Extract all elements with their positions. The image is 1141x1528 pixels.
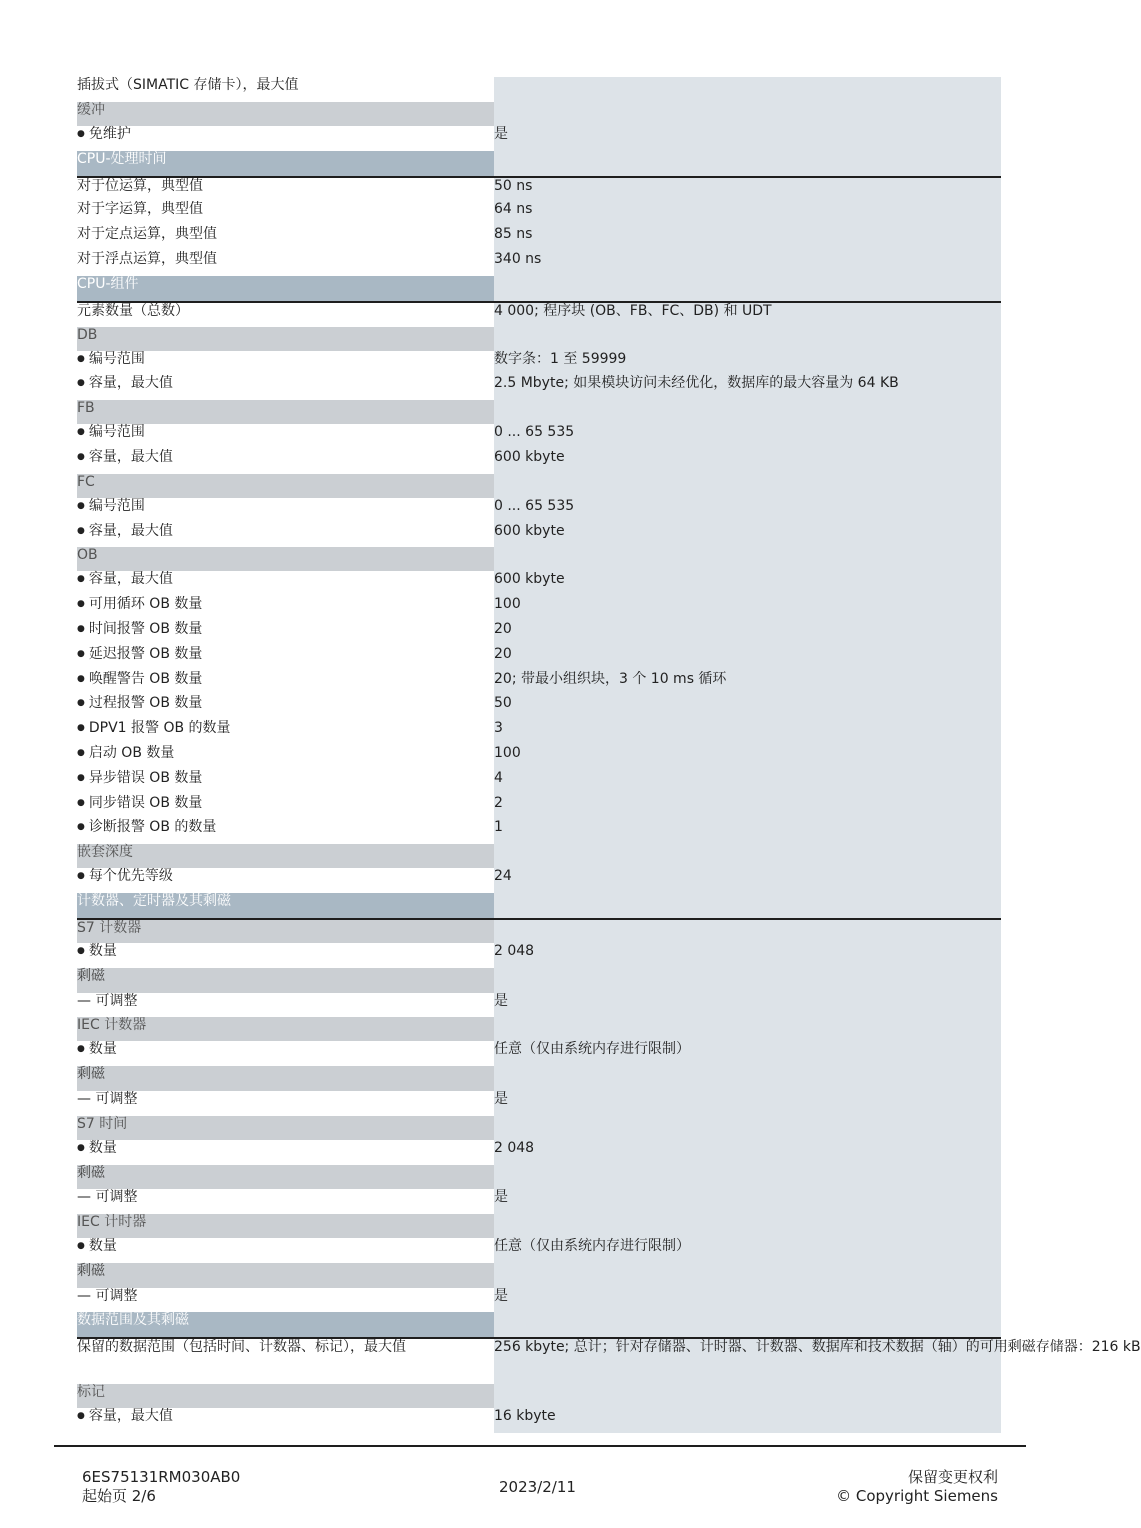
spec-value <box>494 1263 1001 1288</box>
spec-row <box>77 1041 1001 1066</box>
spec-label: ● 容量，最大值 <box>77 449 494 474</box>
order-number: 6ES75131RM030AB0 <box>82 1468 241 1486</box>
section-title: CPU-处理时间 <box>77 151 494 177</box>
spec-value <box>494 1116 1001 1140</box>
spec-label: 缓冲 <box>77 102 494 126</box>
spec-value: 4 000; 程序块 (OB、FB、FC、DB) 和 UDT <box>494 302 1001 327</box>
spec-row <box>77 375 1001 400</box>
group-header <box>77 1263 1001 1288</box>
spec-row <box>77 671 1001 696</box>
group-header <box>77 919 1001 943</box>
spec-label: ● 容量，最大值 <box>77 1408 494 1433</box>
spec-value: 20; 带最小组织块，3 个 10 ms 循环 <box>494 671 1001 696</box>
spec-value: 600 kbyte <box>494 571 1001 596</box>
spec-value: 600 kbyte <box>494 449 1001 474</box>
spec-row <box>77 795 1001 820</box>
spec-label: IEC 计数器 <box>77 1017 494 1041</box>
section-title: CPU-组件 <box>77 276 494 302</box>
spec-value: 是 <box>494 1091 1001 1116</box>
spec-value <box>494 844 1001 868</box>
spec-value: 是 <box>494 1288 1001 1313</box>
spec-row <box>77 523 1001 548</box>
spec-row <box>77 126 1001 151</box>
spec-row <box>77 596 1001 621</box>
spec-value <box>494 327 1001 351</box>
spec-row <box>77 449 1001 474</box>
group-header <box>77 474 1001 498</box>
group-header <box>77 327 1001 351</box>
spec-value <box>494 474 1001 498</box>
spec-row <box>77 251 1001 276</box>
spec-label: 对于位运算，典型值 <box>77 177 494 202</box>
group-header <box>77 1165 1001 1190</box>
spec-value: 256 kbyte; 总计；针对存储器、计时器、计数器、数据库和技术数据（轴）的可用剩磁存储器：216 kB <box>494 1338 1001 1384</box>
spec-value: 是 <box>494 126 1001 151</box>
spec-row <box>77 646 1001 671</box>
spec-label: 剩磁 <box>77 1263 494 1288</box>
spec-value <box>494 1165 1001 1190</box>
spec-label: — 可调整 <box>77 1189 494 1214</box>
group-header <box>77 102 1001 126</box>
spec-body <box>77 77 1141 1433</box>
spec-label: ● 数量 <box>77 1238 494 1263</box>
spec-label: 元素数量（总数） <box>77 302 494 327</box>
spec-row <box>77 302 1001 327</box>
spec-label: ● 同步错误 OB 数量 <box>77 795 494 820</box>
spec-label: ● 时间报警 OB 数量 <box>77 621 494 646</box>
rights-notice: 保留变更权利 <box>907 1468 998 1486</box>
spec-value <box>494 151 1001 177</box>
spec-row <box>77 1091 1001 1116</box>
spec-label: ● 过程报警 OB 数量 <box>77 695 494 720</box>
spec-value: 4 <box>494 770 1001 795</box>
spec-value <box>494 968 1001 993</box>
footer-divider <box>54 1445 1026 1447</box>
spec-value <box>494 1384 1001 1408</box>
page-number: 起始页 2/6 <box>82 1487 156 1505</box>
spec-value <box>494 893 1001 919</box>
spec-row <box>77 819 1001 844</box>
spec-value: 3 <box>494 720 1001 745</box>
footer-date: 2023/2/11 <box>499 1478 576 1496</box>
spec-value: 50 ns <box>494 177 1001 202</box>
group-header <box>77 1066 1001 1091</box>
spec-value <box>494 276 1001 302</box>
spec-label: 剩磁 <box>77 1066 494 1091</box>
spec-label: DB <box>77 327 494 351</box>
spec-label: OB <box>77 547 494 571</box>
spec-row <box>77 201 1001 226</box>
spec-row <box>77 498 1001 523</box>
spec-value <box>494 400 1001 424</box>
spec-value <box>494 1066 1001 1091</box>
spec-value <box>494 1214 1001 1238</box>
spec-value <box>494 919 1001 943</box>
spec-value: 100 <box>494 745 1001 770</box>
spec-label: 嵌套深度 <box>77 844 494 868</box>
spec-row <box>77 1140 1001 1165</box>
spec-row <box>77 1189 1001 1214</box>
spec-row <box>77 720 1001 745</box>
spec-value: 100 <box>494 596 1001 621</box>
spec-label: ● 数量 <box>77 943 494 968</box>
spec-value <box>494 1017 1001 1041</box>
spec-value: 0 ... 65 535 <box>494 498 1001 523</box>
spec-label: ● 诊断报警 OB 的数量 <box>77 819 494 844</box>
group-header <box>77 968 1001 993</box>
group-header <box>77 1017 1001 1041</box>
section-header <box>77 151 1001 177</box>
spec-value: 数字条：1 至 59999 <box>494 351 1001 376</box>
spec-label: 保留的数据范围（包括时间、计数器、标记），最大值 <box>77 1338 494 1384</box>
spec-row <box>77 770 1001 795</box>
spec-value: 600 kbyte <box>494 523 1001 548</box>
spec-label: ● 数量 <box>77 1140 494 1165</box>
spec-row <box>77 351 1001 376</box>
spec-row <box>77 77 1001 102</box>
spec-label: ● 编号范围 <box>77 351 494 376</box>
spec-label: 插拔式（SIMATIC 存储卡），最大值 <box>77 77 494 102</box>
section-header <box>77 1312 1001 1338</box>
spec-label: ● 编号范围 <box>77 424 494 449</box>
group-header <box>77 1116 1001 1140</box>
spec-value: 85 ns <box>494 226 1001 251</box>
footer-left <box>82 1468 240 1506</box>
spec-table <box>77 77 1141 1433</box>
spec-value: 0 ... 65 535 <box>494 424 1001 449</box>
spec-label: ● 数量 <box>77 1041 494 1066</box>
spec-value <box>494 102 1001 126</box>
spec-label: 剩磁 <box>77 968 494 993</box>
spec-row <box>77 993 1001 1018</box>
spec-row <box>77 1238 1001 1263</box>
spec-row <box>77 424 1001 449</box>
spec-value: 340 ns <box>494 251 1001 276</box>
spec-label: IEC 计时器 <box>77 1214 494 1238</box>
spec-value: 是 <box>494 993 1001 1018</box>
spec-label: 对于浮点运算，典型值 <box>77 251 494 276</box>
section-header <box>77 276 1001 302</box>
spec-label: ● 容量，最大值 <box>77 523 494 548</box>
spec-value: 2 048 <box>494 1140 1001 1165</box>
spec-label: 剩磁 <box>77 1165 494 1190</box>
spec-label: 对于字运算，典型值 <box>77 201 494 226</box>
spec-label: ● DPV1 报警 OB 的数量 <box>77 720 494 745</box>
group-header <box>77 844 1001 868</box>
spec-label: ● 编号范围 <box>77 498 494 523</box>
spec-row <box>77 695 1001 720</box>
spec-label: S7 时间 <box>77 1116 494 1140</box>
spec-value: 24 <box>494 868 1001 893</box>
spec-label: S7 计数器 <box>77 919 494 943</box>
group-header <box>77 1214 1001 1238</box>
spec-row <box>77 745 1001 770</box>
spec-value: 2 <box>494 795 1001 820</box>
spec-row <box>77 868 1001 893</box>
spec-value: 1 <box>494 819 1001 844</box>
spec-label: ● 容量，最大值 <box>77 571 494 596</box>
spec-label: ● 容量，最大值 <box>77 375 494 400</box>
spec-value <box>494 1312 1001 1338</box>
spec-label: ● 可用循环 OB 数量 <box>77 596 494 621</box>
spec-row <box>77 621 1001 646</box>
spec-row <box>77 1288 1001 1313</box>
spec-value: 16 kbyte <box>494 1408 1001 1433</box>
spec-value: 50 <box>494 695 1001 720</box>
group-header <box>77 547 1001 571</box>
spec-value: 任意（仅由系统内存进行限制） <box>494 1238 1001 1263</box>
spec-value: 64 ns <box>494 201 1001 226</box>
spec-label: 标记 <box>77 1384 494 1408</box>
spec-row <box>77 571 1001 596</box>
spec-label: — 可调整 <box>77 993 494 1018</box>
spec-label: ● 启动 OB 数量 <box>77 745 494 770</box>
group-header <box>77 1384 1001 1408</box>
spec-label: 对于定点运算，典型值 <box>77 226 494 251</box>
spec-value: 是 <box>494 1189 1001 1214</box>
spec-row <box>77 943 1001 968</box>
spec-row <box>77 226 1001 251</box>
spec-label: FB <box>77 400 494 424</box>
footer-right <box>836 1468 998 1506</box>
spec-label: ● 唤醒警告 OB 数量 <box>77 671 494 696</box>
spec-value <box>494 547 1001 571</box>
spec-label: ● 免维护 <box>77 126 494 151</box>
copyright-notice: © Copyright Siemens <box>836 1487 998 1505</box>
section-title: 计数器、定时器及其剩磁 <box>77 893 494 919</box>
spec-value: 20 <box>494 646 1001 671</box>
spec-value: 2 048 <box>494 943 1001 968</box>
spec-value: 20 <box>494 621 1001 646</box>
spec-row <box>77 1408 1001 1433</box>
spec-label: FC <box>77 474 494 498</box>
group-header <box>77 400 1001 424</box>
spec-row <box>77 1338 1001 1384</box>
spec-label: — 可调整 <box>77 1091 494 1116</box>
section-header <box>77 893 1001 919</box>
spec-row <box>77 177 1001 202</box>
spec-label: ● 异步错误 OB 数量 <box>77 770 494 795</box>
spec-value: 任意（仅由系统内存进行限制） <box>494 1041 1001 1066</box>
spec-label: — 可调整 <box>77 1288 494 1313</box>
spec-label: ● 延迟报警 OB 数量 <box>77 646 494 671</box>
spec-label: ● 每个优先等级 <box>77 868 494 893</box>
spec-value: 2.5 Mbyte; 如果模块访问未经优化，数据库的最大容量为 64 KB <box>494 375 1001 400</box>
section-title: 数据范围及其剩磁 <box>77 1312 494 1338</box>
spec-value <box>494 77 1001 102</box>
